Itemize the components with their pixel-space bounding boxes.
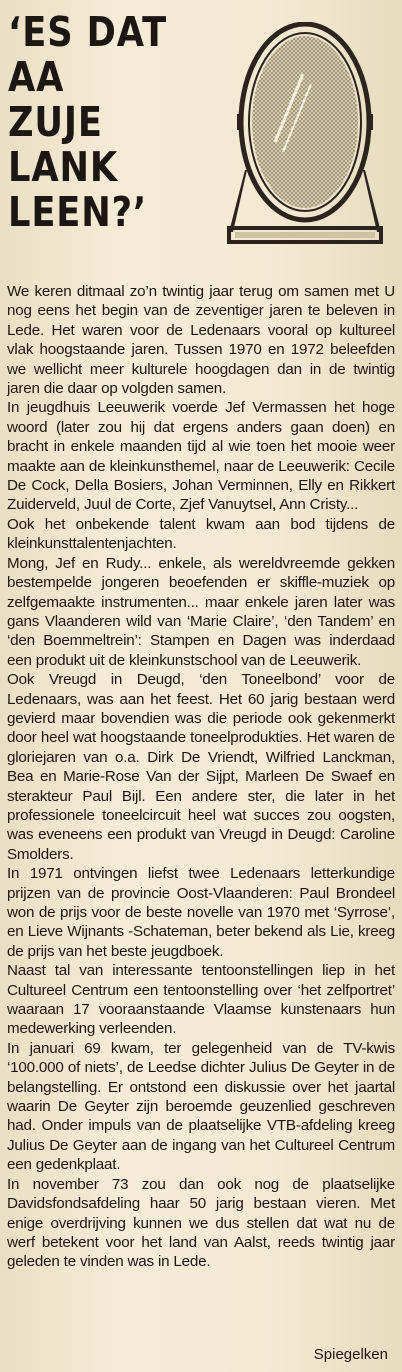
headline-line-2: AA (8, 53, 65, 101)
headline-line-4: LANK (8, 143, 119, 191)
article-paragraph: Ook het onbekende talent kwam aan bod tijdens de kleinkunsttalentenjachten. (7, 515, 395, 553)
headline-line-3: ZUJE (8, 98, 103, 146)
headline-line-1: ‘ES DAT (8, 8, 168, 56)
article-paragraph: We keren ditmaal zo’n twintig jaar terug om samen met U nog eens het begin van de zeventiger jaren te beleven in Lede. Het waren voor de Ledenaars vooral op kultureel vlak hoogstaande jaren. Tussen 1970 en 1972 beleefden we wellicht meer kulturele hoogdagen dan in de twintig jaren die daar op volgden samen. (7, 283, 395, 398)
author-signature: Spiegelken (313, 1346, 388, 1363)
article-paragraph: In november 73 zou dan ook nog de plaatselijke Davidsfondsafdeling haar 50 jarig bestaan vieren. Met enige overdrijving kunnen we dus stellen dat wat nu de werf betekent voor het land van Aalst, reeds twintig jaar geleden te vinden was in Lede. (7, 1175, 395, 1271)
article-paragraph: Mong, Jef en Rudy... enkele, als wereldvreemde gekken bestempelde jongeren beoefenden er skiffle-muziek op zelfgemaakte instrumenten... maar enkele jaren later was gans Vlaanderen wild van ‘Marie Claire’, ‘den Tandem’ en ‘den Boemmeltrein’: Stampen en Dagen was inderdaad een produkt uit de kleinkunstschool van de Leeuwerik. (7, 554, 395, 669)
article-paragraph: Ook Vreugd in Deugd, ‘den Toneelbond’ voor de Ledenaars, was aan het feest. Het 60 jarig bestaan werd gevierd maar bovendien was die periode ook gekenmerkt door heel wat hoogstaande toneelprodukties. Het waren de gloriejaren van o.a. Dirk De Vriendt, Wilfried Lanckman, Bea en Marie-Rose Van der Sijpt, Marleen De Swaef en sterakteur Paul Bijl. Een andere ster, die later in het professionele toneelcircuit heel wat succes zou oogsten, was eveneens een produkt van Vreugd in Deugd: Caroline Smolders. (7, 671, 395, 863)
headline-line-5: LEEN?’ (8, 188, 148, 236)
article-paragraph: In jeugdhuis Leeuwerik voerde Jef Vermassen het hoge woord (later zou hij dat ergens anders gaan doen) en bracht in enkele maanden tijd al wie toen het mooie weer maakte aan de kleinkunsthemel, naar de Leeuwerik: Cecile De Cock, Della Bosiers, Johan Verminnen, Elly en Rikkert Zuiderveld, Juul de Corte, Zjef Vanuytsel, Ann Cristy... (7, 399, 395, 514)
article-paragraph: Naast tal van interessante tentoonstellingen liep in het Cultureel Centrum een tentoonstelling over ‘het zelfportret’ waaraan 17 vooraanstaande Vlaamse kunstenaars hun medewerking verleenden. (7, 962, 395, 1038)
article-paragraph: In 1971 ontvingen liefst twee Ledenaars letterkundige prijzen van de provincie Oost-Vlaanderen: Paul Brondeel won de prijs voor de beste novelle van 1970 met ‘Syrrose’, en Lieve Wijnants -Schateman, beter bekend als Lie, kreeg de prijs van het beste jeugdboek. (7, 865, 395, 960)
article-paragraph: In januari 69 kwam, ter gelegenheid van de TV-kwis ‘100.000 of niets’, de Leedse dichter Julius De Geyter in de belangstelling. Er ontstond een diskussie over het jaartal waarin De Geyter zijn beroemde geuzenlied geschreven had. Onder impuls van de plaatselijke VTB-afdeling kreeg Julius De Geyter aan de ingang van het Cultureel Centrum een gedenkplaat. (7, 1039, 395, 1174)
headline (8, 10, 189, 235)
oval-mirror-icon (225, 22, 385, 252)
article-body (7, 282, 395, 1272)
